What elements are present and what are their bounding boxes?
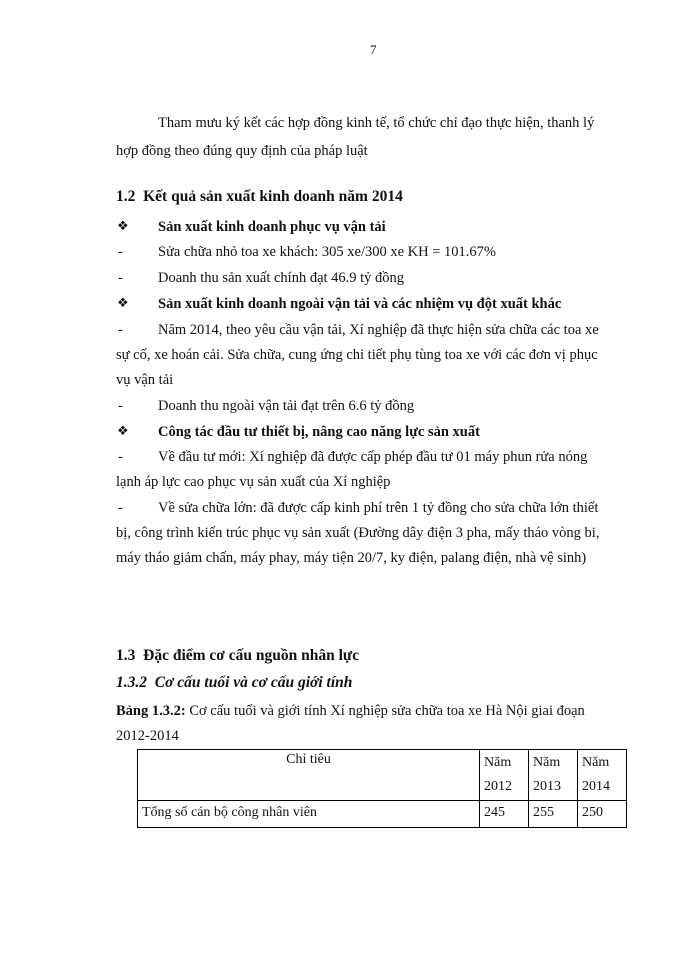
page-number: 7 (370, 42, 377, 57)
dash-marker: - (118, 244, 123, 260)
caption-label: Bảng 1.3.2: (116, 703, 186, 719)
header-year-2013: Năm 2013 (529, 750, 578, 801)
list-item: Doanh thu sản xuất chính đạt 46.9 tỷ đồng (158, 270, 405, 286)
paragraph-line: vụ vận tải (116, 372, 174, 388)
list-item: Sửa chữa nhỏ toa xe khách: 305 xe/300 xe KH = 101.67% (158, 244, 496, 260)
section-1-2-heading (116, 188, 403, 206)
subsection-heading (116, 674, 352, 692)
paragraph-line: máy tháo giảm chấn, máy phay, máy tiện 20/7, ky điện, palang điện, nhà vệ sinh) (116, 550, 587, 566)
diamond-bullet-icon: ❖ (117, 218, 129, 233)
table-caption (116, 701, 585, 721)
subsection-number: 1.3.2 (116, 674, 147, 691)
table-header-row (138, 750, 627, 801)
diamond-bullet-icon: ❖ (117, 295, 129, 310)
dash-marker: - (118, 322, 123, 338)
subsection-title: Cơ cấu tuổi và cơ cấu giới tính (154, 674, 353, 691)
paragraph-line: Năm 2014, theo yêu cầu vận tải, Xí nghiệp đã thực hiện sửa chữa các toa xe (158, 322, 599, 338)
intro-line-1: Tham mưu ký kết các hợp đồng kinh tế, tổ chức chỉ đạo thực hiện, thanh lý (158, 115, 595, 131)
row-value-2013: 255 (529, 801, 578, 828)
list-item: Doanh thu ngoài vận tải đạt trên 6.6 tỷ đồng (158, 398, 415, 414)
bullet-heading-non-transport: Sản xuất kinh doanh ngoài vận tải và các nhiệm vụ đột xuất khác (158, 296, 562, 312)
table-caption-line-2: 2012-2014 (116, 728, 179, 744)
table-row (138, 801, 627, 828)
row-value-2014: 250 (578, 801, 627, 828)
section-1-3-heading (116, 647, 359, 665)
section-number: 1.3 (116, 647, 136, 664)
paragraph-line: bị, công trình kiến trúc phục vụ sản xuất (Đường dây điện 3 pha, mấy tháo vòng bi, (116, 525, 600, 541)
row-value-2012: 245 (480, 801, 529, 828)
paragraph-line: Về đầu tư mới: Xí nghiệp đã được cấp phép đầu tư 01 máy phun rửa nóng (158, 449, 588, 465)
dash-marker: - (118, 398, 123, 414)
dash-marker: - (118, 500, 123, 516)
intro-line-2: hợp đồng theo đúng quy định của pháp luật (116, 143, 368, 159)
row-label: Tổng số cán bộ công nhân viên (138, 801, 480, 828)
header-indicator: Chỉ tiêu (138, 750, 480, 801)
section-title: Kết quả sản xuất kinh doanh năm 2014 (143, 188, 403, 205)
staff-table (137, 749, 627, 828)
header-year-2014: Năm 2014 (578, 750, 627, 801)
caption-text: Cơ cấu tuổi và giới tính Xí nghiệp sửa chữa toa xe Hà Nội giai đoạn (189, 703, 585, 719)
dash-marker: - (118, 270, 123, 286)
header-year-2012: Năm 2012 (480, 750, 529, 801)
paragraph-line: sự cố, xe hoán cải. Sửa chữa, cung ứng chi tiết phụ tùng toa xe với các đơn vị phục (116, 347, 598, 363)
section-number: 1.2 (116, 188, 136, 205)
dash-marker: - (118, 449, 123, 465)
diamond-bullet-icon: ❖ (117, 423, 129, 438)
paragraph-line: lạnh áp lực cao phục vụ sản xuất của Xí nghiệp (116, 474, 391, 490)
bullet-heading-transport: Sản xuất kinh doanh phục vụ vận tải (158, 219, 386, 235)
paragraph-line: Về sửa chữa lớn: đã được cấp kinh phí trên 1 tỷ đồng cho sửa chữa lớn thiết (158, 500, 599, 516)
section-title: Đặc điểm cơ cấu nguồn nhân lực (143, 647, 360, 664)
bullet-heading-investment: Công tác đầu tư thiết bị, nâng cao năng lực sản xuất (158, 424, 480, 440)
